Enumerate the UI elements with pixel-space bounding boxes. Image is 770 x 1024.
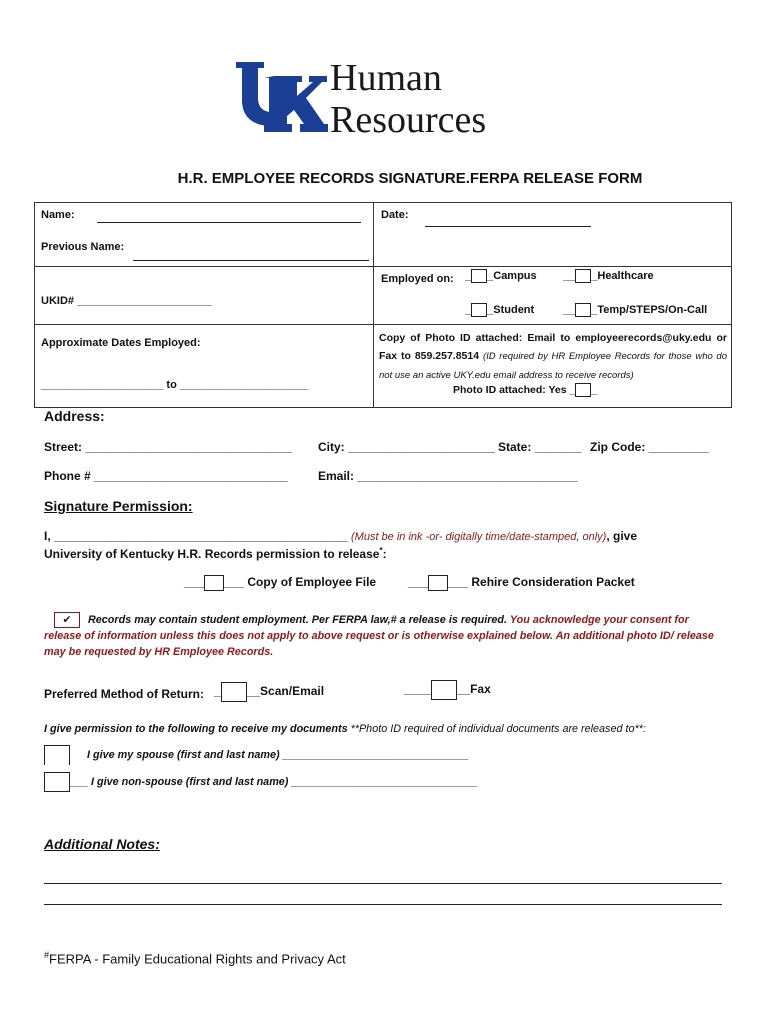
student-checkbox[interactable] xyxy=(471,303,487,317)
photo-copy-block xyxy=(379,329,727,385)
info-table xyxy=(34,202,732,408)
copy-file-label: Copy of Employee File xyxy=(247,575,377,590)
fax-label: Fax xyxy=(470,682,491,697)
student-label: Student xyxy=(493,303,535,316)
city-field[interactable]: City: ______________________ xyxy=(318,440,495,454)
healthcare-option[interactable]: __ _Healthcare xyxy=(563,269,654,282)
fax-option[interactable]: ____ __Fax xyxy=(404,680,491,700)
dates-employed-range[interactable]: ____________________ to _____________________ xyxy=(41,379,309,391)
campus-option[interactable]: _ _Campus xyxy=(465,269,537,282)
spouse-label: I give my spouse (first and last name) _______________________________ xyxy=(87,748,469,761)
email-field[interactable]: Email: _________________________________ xyxy=(318,469,578,483)
ferpa-red-text: You acknowledge your consent for release of information unless this does not apply to above request or is otherwise explained below. An additional photo ID/ release may be requested by HR Employee Records. xyxy=(44,614,714,659)
signature-line-row xyxy=(44,529,744,543)
additional-notes-heading: Additional Notes: xyxy=(44,836,160,852)
street-field[interactable]: Street: _______________________________ xyxy=(44,440,293,454)
fax-checkbox[interactable] xyxy=(431,680,457,700)
permission-text xyxy=(44,546,387,561)
phone-field[interactable]: Phone # _____________________________ xyxy=(44,469,288,483)
permission-sup: * xyxy=(379,546,383,555)
healthcare-label: Healthcare xyxy=(597,269,654,282)
employed-on-label: Employed on: xyxy=(381,273,454,285)
uk-logo xyxy=(232,50,542,150)
spouse-checkbox[interactable] xyxy=(44,745,70,765)
photo-attached-option[interactable]: Photo ID attached: Yes _ _ xyxy=(453,383,598,396)
photo-copy-text: Copy of Photo ID attached: Email to employeerecords@uky.edu or Fax to 859.257.8514 xyxy=(379,332,727,362)
healthcare-checkbox[interactable] xyxy=(575,269,591,283)
temp-checkbox[interactable] xyxy=(575,303,591,317)
logo-human-text: Human xyxy=(330,57,442,99)
state-field[interactable]: State: _______ xyxy=(498,440,582,454)
photo-attached-checkbox[interactable] xyxy=(575,383,591,397)
footnote-marker: # xyxy=(44,950,50,960)
copy-file-checkbox[interactable] xyxy=(204,575,224,591)
photo-attached-label: Photo ID attached: Yes xyxy=(453,383,567,396)
zip-field[interactable]: Zip Code: _________ xyxy=(590,440,709,454)
logo-resources-text: Resources xyxy=(330,99,487,141)
permission-following-text: I give permission to the following to receive my documents xyxy=(44,723,348,735)
check-mark-icon: ✔ xyxy=(62,614,72,627)
ink-requirement-note: (Must be in ink -or- digitally time/date-stamped, only) xyxy=(351,531,607,543)
rehire-checkbox[interactable] xyxy=(428,575,448,591)
scan-email-label: Scan/Email xyxy=(260,684,325,699)
rehire-label: Rehire Consideration Packet xyxy=(471,575,635,590)
permission-text-main: University of Kentucky H.R. Records permission to release xyxy=(44,547,380,561)
notes-line-2[interactable] xyxy=(44,903,722,905)
ukid-field[interactable]: UKID# ______________________ xyxy=(41,295,212,307)
campus-checkbox[interactable] xyxy=(471,269,487,283)
signature-heading: Signature Permission: xyxy=(44,498,193,514)
name-label: Name: xyxy=(41,209,75,221)
notes-line-1[interactable] xyxy=(44,882,722,884)
dates-employed-label: Approximate Dates Employed: xyxy=(41,337,201,349)
nonspouse-label: I give non-spouse (first and last name) _______________________________ xyxy=(91,775,478,788)
scan-email-checkbox[interactable] xyxy=(221,682,247,702)
ferpa-notice xyxy=(44,612,726,660)
ferpa-checkbox[interactable] xyxy=(54,612,80,628)
date-field[interactable] xyxy=(425,225,591,227)
spouse-option[interactable] xyxy=(44,745,469,765)
form-title: H.R. EMPLOYEE RECORDS SIGNATURE.FERPA RELEASE FORM xyxy=(177,170,643,187)
previous-name-field[interactable] xyxy=(133,259,369,261)
campus-label: Campus xyxy=(493,269,537,282)
ferpa-black-text: Records may contain student employment. Per FERPA law,# a release is required. xyxy=(88,614,508,626)
photo-copy-note: (ID required by HR Employee Records for those who do not use an active UKY.edu email address to receive records) xyxy=(379,351,727,381)
footnote-text: FERPA - Family Educational Rights and Privacy Act xyxy=(49,951,346,967)
signature-name-field[interactable]: I, ____________________________________________ xyxy=(44,529,348,543)
scan-email-option[interactable]: _ __Scan/Email xyxy=(214,682,324,702)
release-to-row xyxy=(44,723,646,735)
permission-colon: : xyxy=(382,547,387,561)
date-label: Date: xyxy=(381,209,409,221)
name-field[interactable] xyxy=(97,221,361,223)
temp-label: Temp/STEPS/On-Call xyxy=(597,303,708,316)
uk-logo-mark-icon xyxy=(232,58,328,142)
ferpa-footnote xyxy=(44,950,346,966)
photo-required-note: **Photo ID required of individual documents are released to**: xyxy=(350,723,646,735)
previous-name-label: Previous Name: xyxy=(41,241,125,253)
return-method-label: Preferred Method of Return: xyxy=(44,687,205,701)
nonspouse-checkbox[interactable] xyxy=(44,772,70,792)
rehire-option[interactable]: ___ ___ Rehire Consideration Packet xyxy=(408,575,635,590)
temp-option[interactable]: __ _Temp/STEPS/On-Call xyxy=(563,303,708,316)
copy-file-option[interactable]: ___ ___ Copy of Employee File xyxy=(184,575,377,590)
nonspouse-option[interactable]: ___ I give non-spouse (first and last name) _______________________________ xyxy=(44,772,478,792)
give-text: , give xyxy=(606,529,638,543)
address-heading: Address: xyxy=(44,408,105,424)
student-option[interactable]: _ _Student xyxy=(465,303,535,316)
